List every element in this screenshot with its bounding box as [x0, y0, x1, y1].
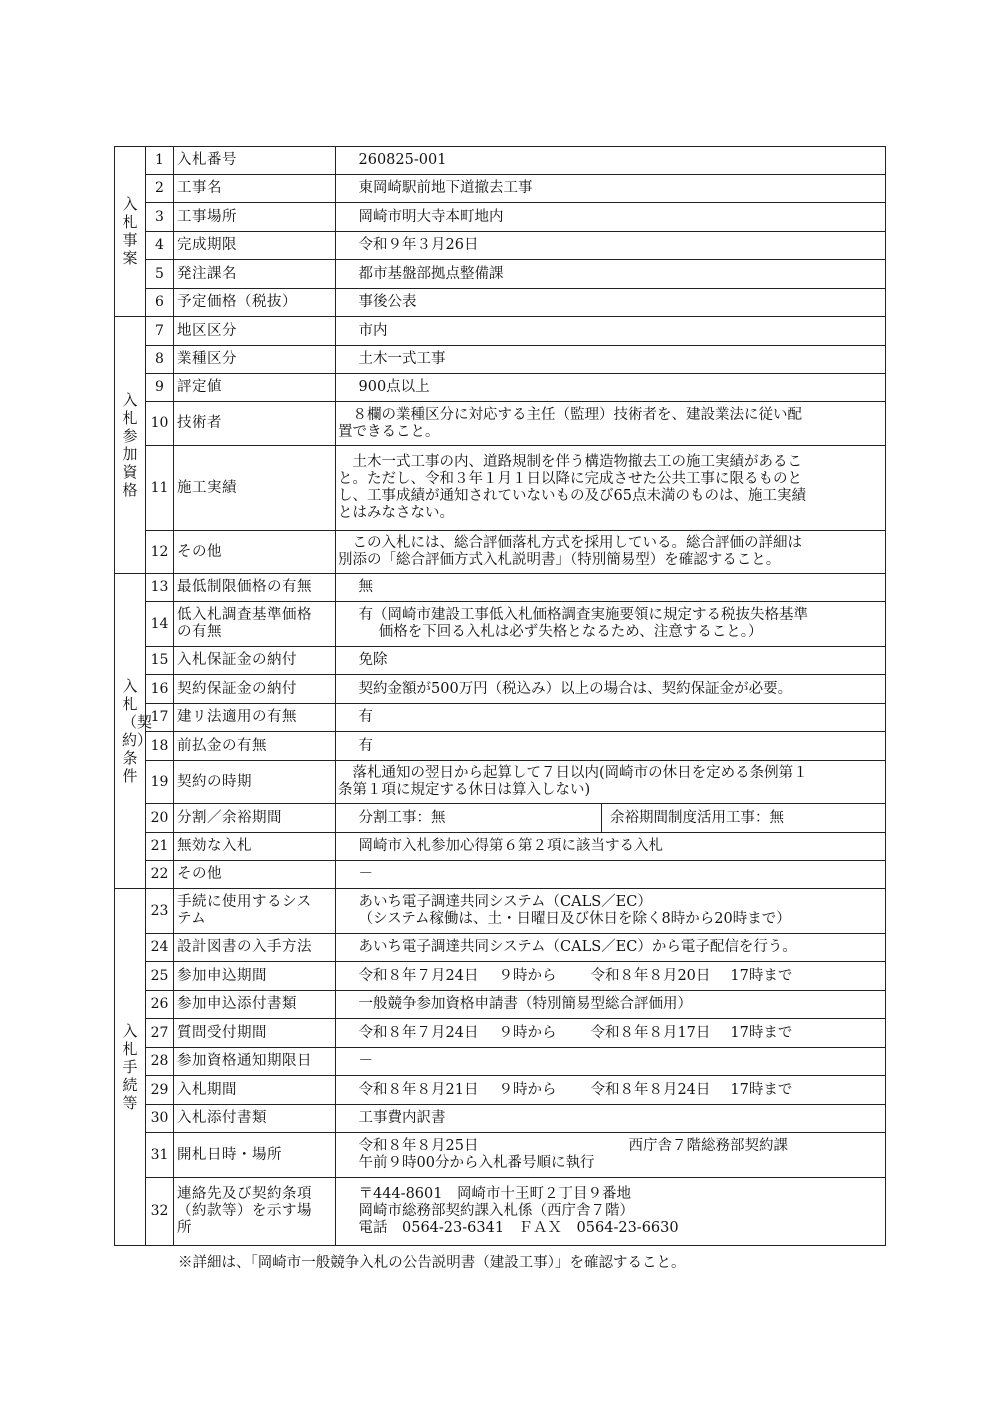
row-number: 24: [146, 934, 174, 962]
row-number: 27: [146, 1019, 174, 1048]
row-number: 5: [146, 260, 174, 289]
row-value: ８欄の業種区分に対応する主任（監理）技術者を、建設業法に従い配 置できること。: [336, 402, 886, 446]
row-value: 事後公表: [336, 289, 886, 317]
row-number: 25: [146, 962, 174, 991]
row-number: 17: [146, 704, 174, 732]
row-number: 21: [146, 833, 174, 861]
row-number: 28: [146, 1048, 174, 1076]
row-number: 7: [146, 317, 174, 346]
row-number: 11: [146, 446, 174, 531]
row-number: 20: [146, 804, 174, 833]
table-row: [115, 889, 886, 934]
group-label-procedure: 入札手続等: [115, 889, 146, 1246]
row-value: 契約金額が500万円（税込み）以上の場合は、契約保証金が必要。: [336, 675, 886, 704]
row-label: 入札添付書類: [174, 1105, 336, 1133]
row-value: 令和８年７月24日 ９時から 令和８年８月20日 17時まで: [336, 962, 886, 991]
group-label-case: 入札事案: [115, 147, 146, 317]
row-value: 免除: [336, 647, 886, 675]
row-value: 一般競争参加資格申請書（特別簡易型総合評価用）: [336, 991, 886, 1019]
row-number: 14: [146, 602, 174, 647]
row-label: 入札番号: [174, 147, 336, 175]
row-value-2: 余裕期間制度活用工事：無: [602, 804, 886, 833]
row-label: 分割／余裕期間: [174, 804, 336, 833]
row-label: 入札期間: [174, 1076, 336, 1105]
table-row: [115, 147, 886, 175]
table-row: [115, 317, 886, 346]
row-value: －: [336, 861, 886, 889]
row-value: －: [336, 1048, 886, 1076]
row-number: 9: [146, 374, 174, 402]
row-number: 13: [146, 574, 174, 602]
row-value: 令和８年８月21日 ９時から 令和８年８月24日 17時まで: [336, 1076, 886, 1105]
row-value: あいち電子調達共同システム（CALS／EC）から電子配信を行う。: [336, 934, 886, 962]
row-number: 19: [146, 761, 174, 804]
table-row: [115, 804, 886, 833]
row-label: 地区区分: [174, 317, 336, 346]
row-value: この入札には、総合評価落札方式を採用している。総合評価の詳細は 別添の「総合評価方式入札説明書」（特別簡易型）を確認すること。: [336, 531, 886, 574]
row-label: 参加申込添付書類: [174, 991, 336, 1019]
row-value: 令和８年７月24日 ９時から 令和８年８月17日 17時まで: [336, 1019, 886, 1048]
row-number: 4: [146, 232, 174, 260]
table-row: [115, 531, 886, 574]
table-row: [115, 1105, 886, 1133]
row-value: 分割工事：無: [336, 804, 602, 833]
row-value: 260825-001: [336, 147, 886, 175]
table-row: [115, 1178, 886, 1246]
row-label: 設計図書の入手方法: [174, 934, 336, 962]
table-row: [115, 732, 886, 761]
row-label: 質問受付期間: [174, 1019, 336, 1048]
row-value: 土木一式工事: [336, 346, 886, 374]
table-row: [115, 934, 886, 962]
table-row: [115, 574, 886, 602]
row-label: その他: [174, 861, 336, 889]
row-value: 有（岡崎市建設工事低入札価格調査実施要領に規定する税抜失格基準 価格を下回る入札は必ず失格となるため、注意すること。）: [336, 602, 886, 647]
table-row: [115, 446, 886, 531]
row-value: 都市基盤部拠点整備課: [336, 260, 886, 289]
table-row: [115, 1048, 886, 1076]
table-row: [115, 232, 886, 260]
row-value: 〒444-8601 岡崎市十王町２丁目９番地 岡崎市総務部契約課入札係（西庁舎７階） 電話 0564-23-6341 ＦＡＸ 0564-23-6630: [336, 1178, 886, 1246]
row-label: 業種区分: [174, 346, 336, 374]
footnote: ※詳細は、「岡崎市一般競争入札の公告説明書（建設工事）」を確認すること。: [178, 1255, 686, 1271]
table-row: [115, 203, 886, 232]
table-row: [115, 1133, 886, 1178]
row-value: 岡崎市入札参加心得第６第２項に該当する入札: [336, 833, 886, 861]
row-label: その他: [174, 531, 336, 574]
row-label: 参加申込期間: [174, 962, 336, 991]
row-value: 岡崎市明大寺本町地内: [336, 203, 886, 232]
row-label: 契約保証金の納付: [174, 675, 336, 704]
row-label: 低入札調査基準価格 の有無: [174, 602, 336, 647]
row-number: 22: [146, 861, 174, 889]
row-number: 31: [146, 1133, 174, 1178]
table-row: [115, 374, 886, 402]
row-value: あいち電子調達共同システム（CALS／EC） （システム稼働は、土・日曜日及び休日を除く8時から20時まで）: [336, 889, 886, 934]
tender-notice-table: [114, 146, 886, 1246]
row-label: 予定価格（税抜）: [174, 289, 336, 317]
row-number: 8: [146, 346, 174, 374]
row-label: 入札保証金の納付: [174, 647, 336, 675]
row-number: 26: [146, 991, 174, 1019]
row-number: 15: [146, 647, 174, 675]
row-value: 東岡崎駅前地下道撤去工事: [336, 175, 886, 203]
row-label: 建リ法適用の有無: [174, 704, 336, 732]
row-value: 市内: [336, 317, 886, 346]
table-row: [115, 602, 886, 647]
table-row: [115, 647, 886, 675]
row-number: 30: [146, 1105, 174, 1133]
group-label-conditions: 入札（契約）条件: [115, 574, 146, 889]
row-value: 有: [336, 732, 886, 761]
row-label: 開札日時・場所: [174, 1133, 336, 1178]
row-number: 10: [146, 402, 174, 446]
row-label: 最低制限価格の有無: [174, 574, 336, 602]
row-number: 23: [146, 889, 174, 934]
table-row: [115, 675, 886, 704]
row-number: 18: [146, 732, 174, 761]
row-value: 令和９年３月26日: [336, 232, 886, 260]
row-number: 6: [146, 289, 174, 317]
row-value: 土木一式工事の内、道路規制を伴う構造物撤去工の施工実績があるこ と。ただし、令和３年１月１日以降に完成させた公共工事に限るものと し、工事成績が通知されていないもの及び65点未満のものは、施工実績 とはみなさない。: [336, 446, 886, 531]
row-label: 手続に使用するシス テム: [174, 889, 336, 934]
row-label: 連絡先及び契約条項 （約款等）を示す場 所: [174, 1178, 336, 1246]
row-number: 29: [146, 1076, 174, 1105]
table-row: [115, 260, 886, 289]
group-label-qualification: 入札参加資格: [115, 317, 146, 574]
row-number: 1: [146, 147, 174, 175]
row-label: 技術者: [174, 402, 336, 446]
row-label: 参加資格通知期限日: [174, 1048, 336, 1076]
row-label: 工事名: [174, 175, 336, 203]
row-label: 契約の時期: [174, 761, 336, 804]
row-label: 発注課名: [174, 260, 336, 289]
row-label: 完成期限: [174, 232, 336, 260]
table-row: [115, 175, 886, 203]
row-value: 令和８年８月25日 西庁舎７階総務部契約課 午前９時00分から入札番号順に執行: [336, 1133, 886, 1178]
row-number: 32: [146, 1178, 174, 1246]
row-label: 評定値: [174, 374, 336, 402]
table-row: [115, 402, 886, 446]
row-label: 施工実績: [174, 446, 336, 531]
table-row: [115, 346, 886, 374]
row-number: 2: [146, 175, 174, 203]
row-label: 工事場所: [174, 203, 336, 232]
table-row: [115, 1076, 886, 1105]
table-row: [115, 289, 886, 317]
row-label: 前払金の有無: [174, 732, 336, 761]
row-number: 3: [146, 203, 174, 232]
row-value: 有: [336, 704, 886, 732]
table-row: [115, 833, 886, 861]
table-row: [115, 962, 886, 991]
row-number: 16: [146, 675, 174, 704]
row-value: 落札通知の翌日から起算して７日以内(岡崎市の休日を定める条例第１ 条第１項に規定する休日は算入しない): [336, 761, 886, 804]
table-row: [115, 704, 886, 732]
row-value: 工事費内訳書: [336, 1105, 886, 1133]
row-label: 無効な入札: [174, 833, 336, 861]
row-value: 無: [336, 574, 886, 602]
table-row: [115, 861, 886, 889]
table-row: [115, 991, 886, 1019]
row-value: 900点以上: [336, 374, 886, 402]
table-row: [115, 1019, 886, 1048]
row-number: 12: [146, 531, 174, 574]
table-row: [115, 761, 886, 804]
